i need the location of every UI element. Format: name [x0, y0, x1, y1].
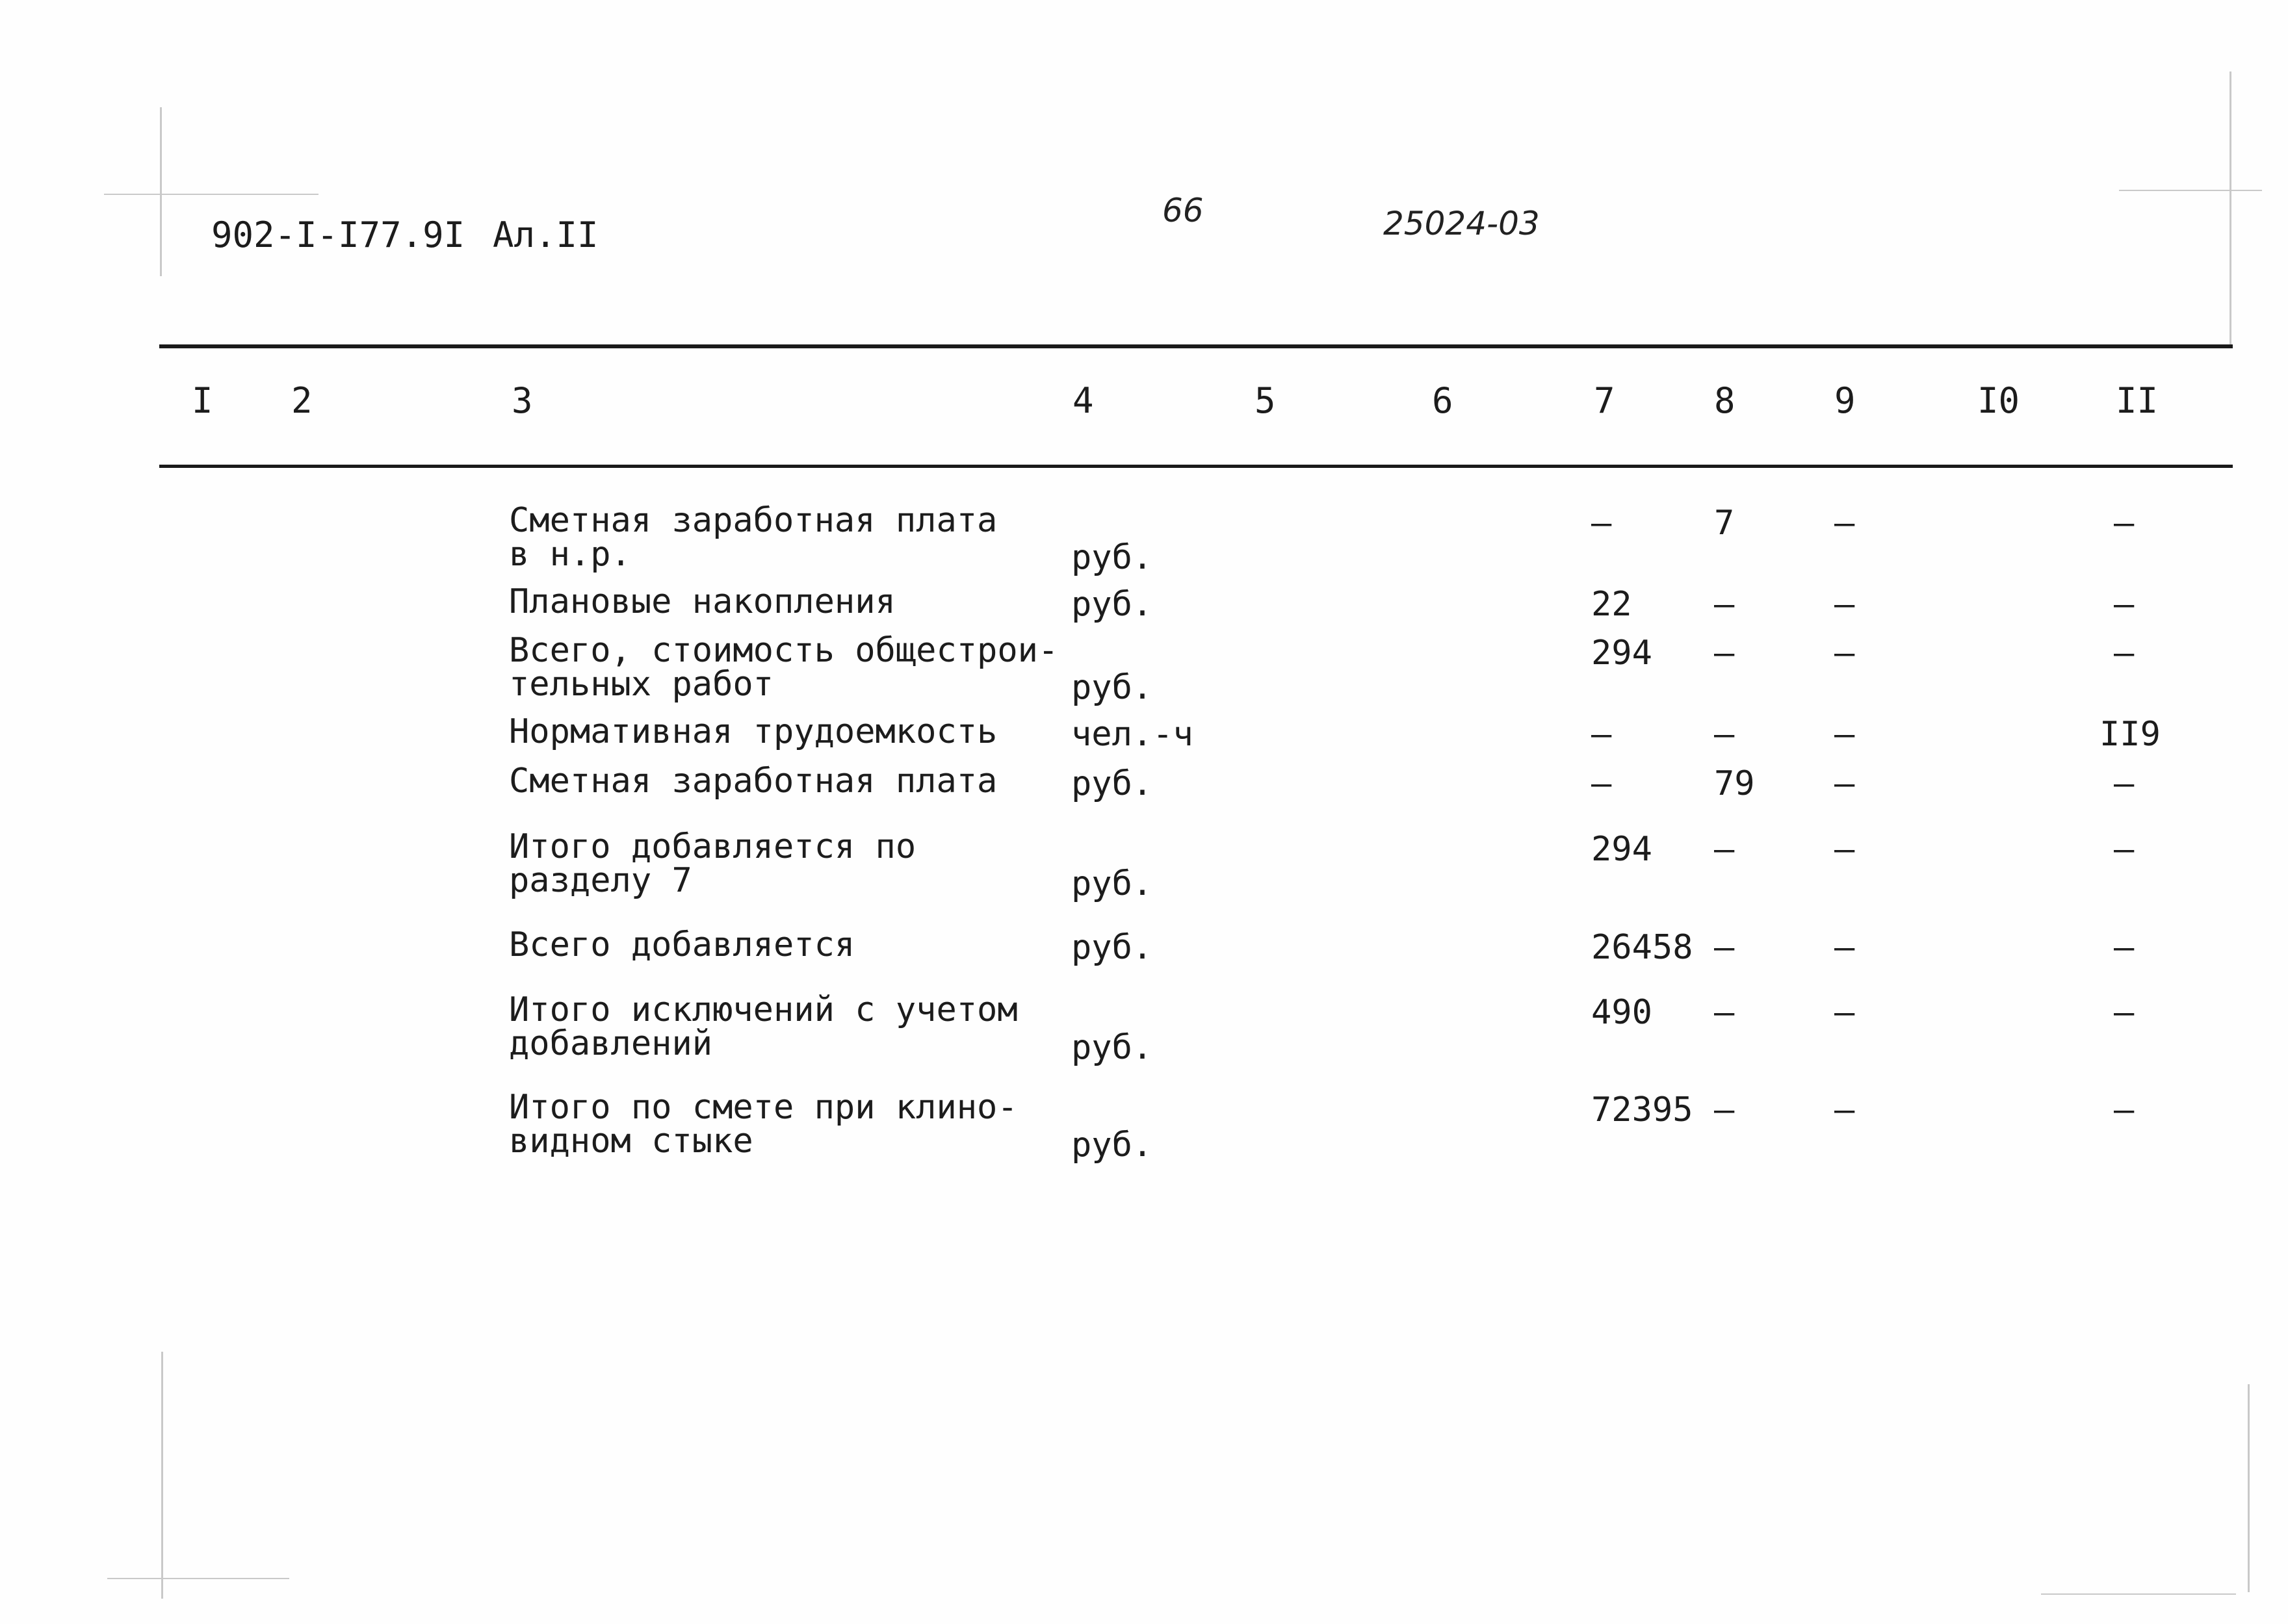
row-9-description-line-1: Итого по смете при клино-	[509, 1088, 1018, 1127]
row-7-description-line-1: Всего добавляется	[509, 925, 855, 964]
row-9-col-11: —	[2114, 1090, 2135, 1129]
table-header-rule	[159, 465, 2233, 468]
row-4-col-9: —	[1834, 715, 1855, 754]
row-6-unit: руб.	[1071, 864, 1153, 903]
row-5-col-11: —	[2114, 764, 2135, 803]
row-5-description-line-1: Сметная заработная плата	[509, 762, 998, 801]
row-4-unit: чел.-ч	[1071, 715, 1193, 754]
col-header-2: 2	[291, 380, 313, 421]
row-1-description-line-2: в н.р.	[509, 535, 631, 574]
row-3-description-line-2: тельных работ	[509, 665, 774, 704]
row-4-description-line-1: Нормативная трудоемкость	[509, 712, 998, 751]
row-5-col-8: 79	[1714, 764, 1755, 803]
row-6-col-8: —	[1714, 830, 1735, 869]
row-5-unit: руб.	[1071, 764, 1153, 803]
row-8-col-9: —	[1834, 993, 1855, 1032]
page-number: 66	[1162, 192, 1204, 229]
row-2-col-9: —	[1834, 585, 1855, 624]
col-header-9: 9	[1834, 380, 1856, 421]
row-9-unit: руб.	[1071, 1126, 1153, 1165]
row-7-col-11: —	[2114, 928, 2135, 967]
row-7-col-9: —	[1834, 928, 1855, 967]
row-1-col-8: 7	[1714, 504, 1735, 543]
row-9-col-9: —	[1834, 1090, 1855, 1129]
document-code: 902-I-I77.9I	[211, 214, 465, 255]
row-8-col-8: —	[1714, 993, 1735, 1032]
col-header-8: 8	[1714, 380, 1736, 421]
row-9-description-line-2: видном стыке	[509, 1122, 753, 1161]
col-header-1: I	[192, 380, 213, 421]
row-1-description-line-1: Сметная заработная плата	[509, 501, 998, 540]
row-6-description-line-1: Итого добавляется по	[509, 827, 916, 866]
row-8-col-11: —	[2114, 993, 2135, 1032]
row-4-col-7: —	[1591, 715, 1612, 754]
row-6-col-11: —	[2114, 830, 2135, 869]
row-7-col-7: 26458	[1591, 928, 1693, 967]
row-4-col-11: II9	[2100, 715, 2161, 754]
row-6-col-9: —	[1834, 830, 1855, 869]
col-header-6: 6	[1432, 380, 1453, 421]
row-3-col-7: 294	[1591, 634, 1652, 673]
row-7-unit: руб.	[1071, 928, 1153, 967]
row-6-description-line-2: разделу 7	[509, 861, 692, 900]
row-5-col-9: —	[1834, 764, 1855, 803]
col-header-11: II	[2116, 380, 2159, 421]
row-8-unit: руб.	[1071, 1028, 1153, 1067]
col-header-4: 4	[1072, 380, 1094, 421]
sheet-label: Ал.II	[493, 214, 599, 255]
row-1-col-7: —	[1591, 504, 1612, 543]
row-2-unit: руб.	[1071, 585, 1153, 624]
row-3-col-11: —	[2114, 634, 2135, 673]
col-header-10: I0	[1977, 380, 2020, 421]
row-4-col-8: —	[1714, 715, 1735, 754]
row-9-col-7: 72395	[1591, 1090, 1693, 1129]
row-2-col-8: —	[1714, 585, 1735, 624]
row-7-col-8: —	[1714, 928, 1735, 967]
row-1-col-11: —	[2114, 504, 2135, 543]
row-2-description-line-1: Плановые накопления	[509, 582, 896, 621]
inventory-number: 25024-03	[1383, 205, 1540, 242]
row-2-col-11: —	[2114, 585, 2135, 624]
row-8-col-7: 490	[1591, 993, 1652, 1032]
row-8-description-line-2: добавлений	[509, 1024, 713, 1063]
row-3-col-9: —	[1834, 634, 1855, 673]
row-2-col-7: 22	[1591, 585, 1632, 624]
row-6-col-7: 294	[1591, 830, 1652, 869]
col-header-3: 3	[512, 380, 533, 421]
row-1-unit: руб.	[1071, 538, 1153, 577]
col-header-7: 7	[1594, 380, 1615, 421]
row-3-col-8: —	[1714, 634, 1735, 673]
row-1-col-9: —	[1834, 504, 1855, 543]
col-header-5: 5	[1254, 380, 1276, 421]
table-top-rule	[159, 344, 2233, 348]
row-9-col-8: —	[1714, 1090, 1735, 1129]
row-5-col-7: —	[1591, 764, 1612, 803]
row-3-unit: руб.	[1071, 668, 1153, 707]
row-8-description-line-1: Итого исключений с учетом	[509, 990, 1018, 1029]
row-3-description-line-1: Всего, стоимость общестрои-	[509, 631, 1059, 670]
